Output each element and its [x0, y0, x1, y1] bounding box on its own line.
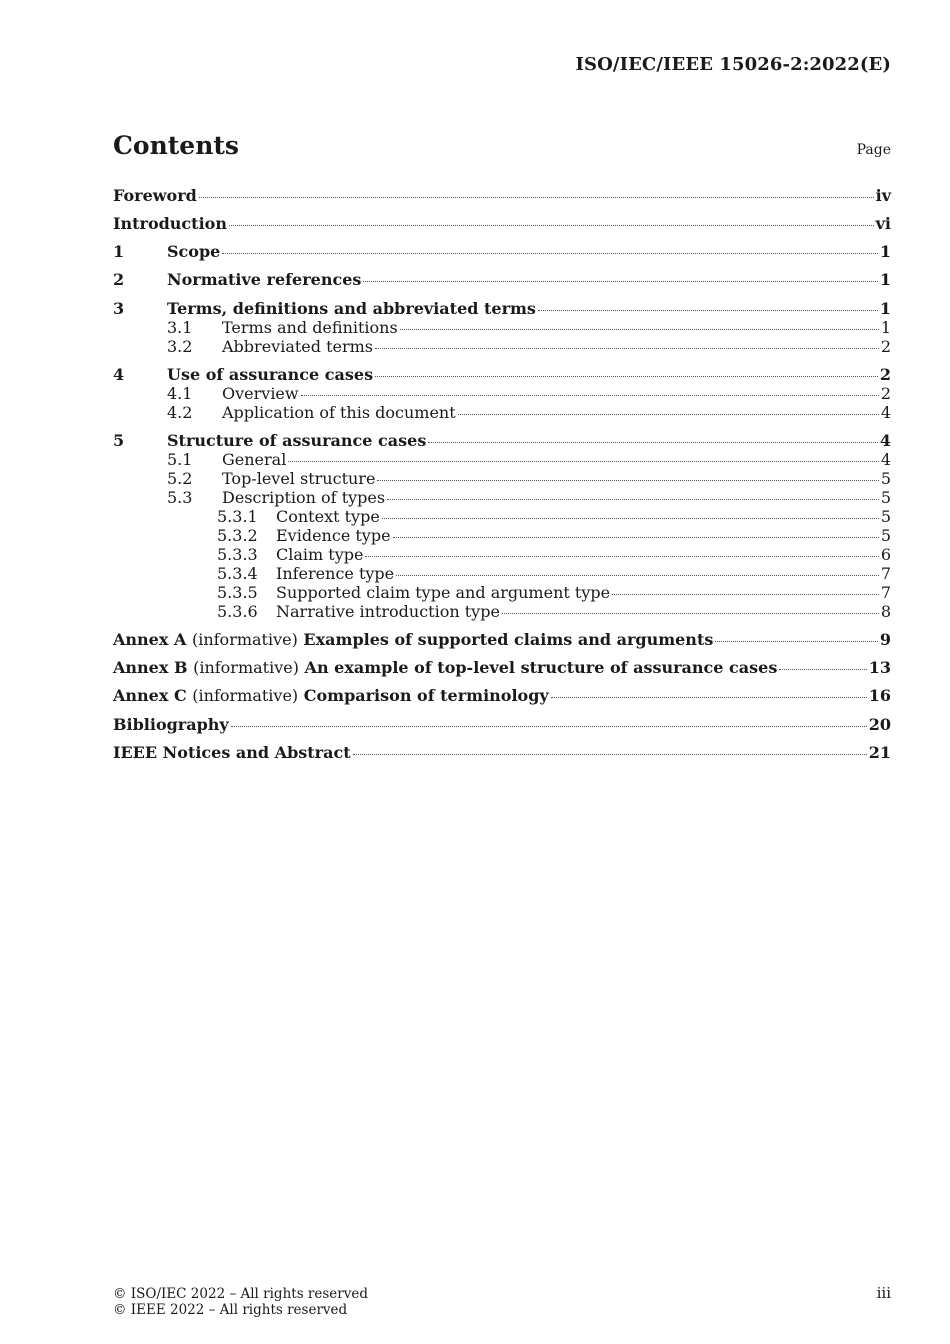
toc-entry-subclause-5-3-6[interactable]: [113, 602, 891, 621]
toc-entry-title: Structure of assurance cases: [167, 431, 427, 450]
dot-leader: [538, 310, 878, 311]
table-of-contents: [113, 186, 891, 762]
toc-entry-introduction[interactable]: [113, 214, 891, 233]
clause-number: 2: [113, 270, 125, 289]
toc-page-number: 4: [880, 450, 891, 469]
toc-page-number: 4: [879, 431, 891, 450]
dot-leader: [377, 480, 878, 481]
toc-entry-title: Inference type: [276, 564, 395, 583]
clause-number: 5: [113, 431, 125, 450]
toc-entry-annex-b[interactable]: [113, 658, 891, 677]
toc-entry-title: Supported claim type and argument type: [276, 583, 611, 602]
toc-page-number: vi: [875, 214, 891, 233]
copyright-ieee: © IEEE 2022 – All rights reserved: [113, 1302, 348, 1318]
toc-entry-annex-a[interactable]: [113, 630, 891, 649]
toc-entry-subclause-5-2[interactable]: [113, 469, 891, 488]
toc-entry-title: [113, 686, 549, 705]
toc-entry-title: Overview: [222, 384, 299, 403]
toc-entry-subclause-5-3-4[interactable]: [113, 564, 891, 583]
toc-entry-ieee-notices[interactable]: [113, 743, 891, 762]
toc-page-number: 5: [880, 507, 891, 526]
toc-entry-subclause-5-1[interactable]: [113, 450, 891, 469]
clause-number: 5.3.4: [217, 564, 258, 583]
toc-page-number: 2: [880, 337, 891, 356]
toc-entry-subclause-5-3-5[interactable]: [113, 583, 891, 602]
clause-number: 4.1: [167, 384, 193, 403]
toc-entry-title: Foreword: [113, 186, 197, 205]
toc-page-number: 16: [868, 686, 891, 705]
dot-leader: [365, 556, 878, 557]
toc-page-number: 20: [868, 715, 891, 734]
dot-leader: [288, 461, 878, 462]
annex-kind: (informative): [192, 686, 299, 705]
dot-leader: [199, 197, 874, 198]
toc-page-number: 1: [880, 318, 891, 337]
toc-page-number: 6: [880, 545, 891, 564]
toc-entry-title: Evidence type: [276, 526, 391, 545]
toc-entry-subclause-5-3-2[interactable]: [113, 526, 891, 545]
toc-entry-title: Introduction: [113, 214, 227, 233]
dot-leader: [428, 442, 878, 443]
toc-entry-title: Terms, definitions and abbreviated terms: [167, 299, 536, 318]
toc-page-number: 1: [879, 270, 891, 289]
toc-entry-subclause-4-2[interactable]: [113, 403, 891, 422]
dot-leader: [387, 499, 879, 500]
clause-number: 5.3.3: [217, 545, 258, 564]
dot-leader: [393, 537, 879, 538]
clause-number: 5.3: [167, 488, 193, 507]
toc-entry-title: Claim type: [276, 545, 364, 564]
toc-entry-title: Terms and definitions: [222, 318, 398, 337]
dot-leader: [231, 726, 867, 727]
toc-entry-title: Bibliography: [113, 715, 229, 734]
toc-entry-annex-c[interactable]: [113, 686, 891, 705]
toc-entry-subclause-3-1[interactable]: [113, 318, 891, 337]
toc-entry-foreword[interactable]: [113, 186, 891, 205]
dot-leader: [301, 395, 879, 396]
toc-page-number: 13: [868, 658, 891, 677]
clause-number: 5.1: [167, 450, 193, 469]
dot-leader: [363, 281, 877, 282]
dot-leader: [375, 376, 878, 377]
toc-entry-title: IEEE Notices and Abstract: [113, 743, 351, 762]
toc-page-number: 7: [880, 564, 891, 583]
toc-entry-title: Narrative introduction type: [276, 602, 500, 621]
toc-entry-title: Use of assurance cases: [167, 365, 374, 384]
clause-number: 4.2: [167, 403, 193, 422]
clause-number: 5.3.1: [217, 507, 258, 526]
toc-page-number: 2: [880, 384, 891, 403]
toc-entry-title: Description of types: [222, 488, 386, 507]
toc-page-number: 7: [880, 583, 891, 602]
toc-entry-subclause-5-3-3[interactable]: [113, 545, 891, 564]
copyright-iso-iec: © ISO/IEC 2022 – All rights reserved: [113, 1286, 368, 1302]
dot-leader: [502, 613, 879, 614]
dot-leader: [715, 641, 878, 642]
toc-page-number: 5: [880, 469, 891, 488]
toc-page-number: 1: [879, 299, 891, 318]
toc-entry-clause-3[interactable]: [113, 299, 891, 318]
toc-entry-title: Top-level structure: [222, 469, 376, 488]
toc-entry-title: Context type: [276, 507, 380, 526]
toc-page-number: 21: [868, 743, 891, 762]
annex-kind: (informative): [191, 630, 298, 649]
toc-page-number: 2: [879, 365, 891, 384]
dot-leader: [229, 225, 874, 226]
toc-page-number: 8: [880, 602, 891, 621]
dot-leader: [353, 754, 867, 755]
toc-entry-clause-5[interactable]: [113, 431, 891, 450]
clause-number: 5.3.2: [217, 526, 258, 545]
page-number: iii: [876, 1284, 891, 1302]
annex-label: Annex C: [113, 686, 187, 705]
toc-entry-bibliography[interactable]: [113, 715, 891, 734]
toc-entry-clause-4[interactable]: [113, 365, 891, 384]
clause-number: 4: [113, 365, 125, 384]
dot-leader: [551, 697, 867, 698]
annex-kind: (informative): [193, 658, 299, 677]
toc-entry-title: Scope: [167, 242, 221, 261]
toc-entry-subclause-5-3[interactable]: [113, 488, 891, 507]
toc-page-number: 1: [879, 242, 891, 261]
annex-title: An example of top-level structure of assurance cases: [304, 658, 778, 677]
dot-leader: [458, 414, 879, 415]
toc-page-number: iv: [875, 186, 891, 205]
clause-number: 1: [113, 242, 125, 261]
clause-number: 3.2: [167, 337, 193, 356]
dot-leader: [375, 348, 879, 349]
toc-page-number: 9: [879, 630, 891, 649]
document-identifier: ISO/IEC/IEEE 15026-2:2022(E): [575, 54, 891, 75]
toc-entry-title: Normative references: [167, 270, 362, 289]
dot-leader: [612, 594, 879, 595]
toc-entry-title: Application of this document: [222, 403, 456, 422]
toc-entry-subclause-5-3-1[interactable]: [113, 507, 891, 526]
toc-entry-title: General: [222, 450, 287, 469]
dot-leader: [400, 329, 879, 330]
clause-number: 5.3.5: [217, 583, 258, 602]
toc-entry-title: [113, 658, 777, 677]
clause-number: 3.1: [167, 318, 193, 337]
annex-title: Comparison of terminology: [303, 686, 549, 705]
annex-label: Annex B: [113, 658, 188, 677]
dot-leader: [382, 518, 879, 519]
clause-number: 5.2: [167, 469, 193, 488]
toc-entry-subclause-4-1[interactable]: [113, 384, 891, 403]
toc-page-number: 4: [880, 403, 891, 422]
toc-entry-subclause-3-2[interactable]: [113, 337, 891, 356]
toc-page-number: 5: [880, 488, 891, 507]
toc-entry-title: [113, 630, 713, 649]
annex-title: Examples of supported claims and arguments: [303, 630, 714, 649]
page-title: Contents: [113, 131, 240, 160]
toc-entry-clause-1[interactable]: [113, 242, 891, 261]
annex-label: Annex A: [113, 630, 187, 649]
clause-number: 5.3.6: [217, 602, 258, 621]
toc-page-number: 5: [880, 526, 891, 545]
copyright-footer: [113, 1286, 368, 1318]
toc-entry-clause-2[interactable]: [113, 270, 891, 289]
dot-leader: [779, 669, 866, 670]
page-column-label: Page: [856, 142, 891, 158]
dot-leader: [396, 575, 879, 576]
clause-number: 3: [113, 299, 125, 318]
dot-leader: [222, 253, 878, 254]
toc-entry-title: Abbreviated terms: [222, 337, 374, 356]
